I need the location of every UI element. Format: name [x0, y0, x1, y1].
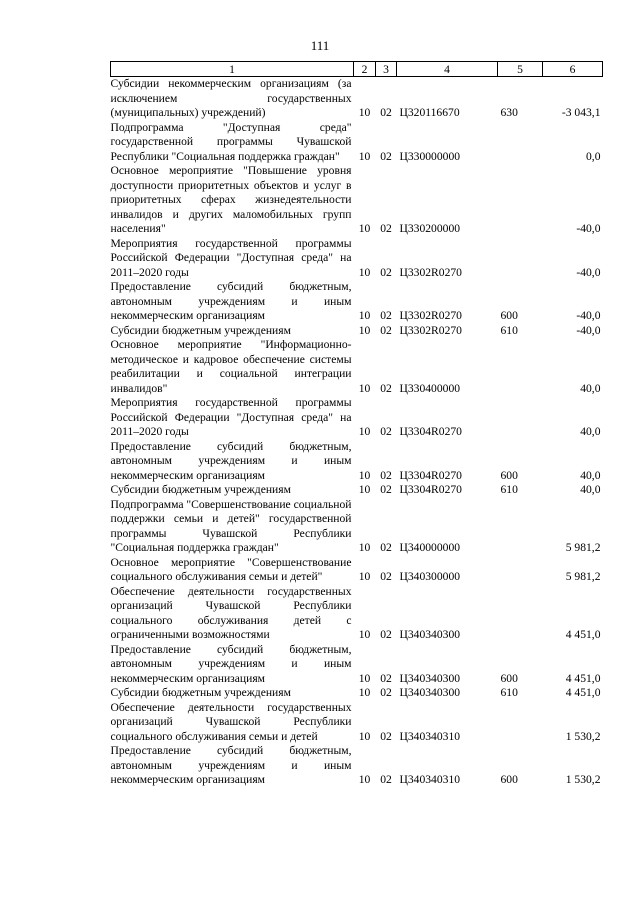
target-article-cell: Ц340340300 [399, 628, 461, 641]
amount-cell: -40,0 [576, 222, 601, 235]
subsection-code-cell: 02 [380, 309, 392, 322]
column-header: 2 [354, 62, 376, 77]
subsection-code-cell: 02 [380, 628, 392, 641]
amount-cell: 4 451,0 [565, 686, 601, 699]
table-row [111, 585, 603, 643]
row-name-cell: Основное мероприятие "Информационно-методическое и кадровое обеспечение системы реабилитации и социальной интеграции инвалидов" [110, 338, 352, 395]
row-name-cell: Предоставление субсидий бюджетным, автономным учреждениям и иным некоммерческим организациям [110, 439, 352, 482]
section-code-cell: 10 [358, 541, 371, 554]
page-number: 111 [310, 38, 330, 53]
amount-cell: 0,0 [586, 149, 601, 163]
section-code-cell: 10 [358, 425, 371, 438]
target-article-cell: Ц3302R0270 [399, 265, 462, 279]
section-code-cell: 10 [358, 468, 371, 482]
row-name-cell: Субсидии бюджетным учреждениям [110, 483, 291, 496]
table-row [111, 164, 603, 237]
subsection-code-cell: 02 [380, 425, 392, 438]
subsection-code-cell: 02 [380, 381, 392, 395]
amount-cell: -40,0 [576, 323, 601, 337]
row-name-cell: Подпрограмма "Доступная среда" государственной программы Чувашской Республики "Социальная поддержка граждан" [110, 120, 352, 163]
expense-type-cell [498, 164, 543, 237]
target-article-cell: Ц3304R0270 [399, 483, 462, 496]
table-row [111, 324, 603, 339]
amount-cell: 40,0 [580, 468, 601, 482]
subsection-code-cell: 02 [380, 729, 392, 743]
section-code-cell: 10 [358, 773, 371, 786]
column-header: 1 [111, 62, 354, 77]
section-code-cell: 10 [358, 149, 371, 163]
amount-cell: 40,0 [580, 381, 601, 395]
budget-table [110, 61, 603, 788]
expense-type-cell [498, 498, 543, 556]
target-article-cell: Ц330200000 [399, 222, 461, 235]
target-article-cell: Ц330400000 [399, 381, 461, 395]
row-name-cell: Мероприятия государственной программы Российской Федерации "Доступная среда" на 2011–2020 годы [110, 236, 352, 279]
section-code-cell: 10 [358, 628, 371, 641]
column-header: 3 [376, 62, 397, 77]
subsection-code-cell: 02 [380, 570, 392, 583]
section-code-cell: 10 [358, 483, 371, 496]
subsection-code-cell: 02 [380, 671, 392, 685]
expense-type-cell [498, 338, 543, 396]
amount-cell: 40,0 [580, 483, 601, 496]
target-article-cell: Ц330000000 [399, 149, 461, 163]
target-article-cell: Ц340340300 [399, 671, 461, 685]
target-article-cell: Ц3302R0270 [399, 309, 462, 322]
section-code-cell: 10 [358, 570, 371, 583]
target-article-cell: Ц320116670 [399, 106, 460, 119]
table-row [111, 701, 603, 745]
row-name-cell: Подпрограмма "Совершенствование социальной поддержки семьи и детей" государственной программы Чувашской Республики "Социальная поддержка граждан" [110, 497, 352, 554]
subsection-code-cell: 02 [380, 468, 392, 482]
row-name-cell: Субсидии некоммерческим организациям (за исключением государственных (муниципальных) учреждений) [110, 77, 352, 119]
table-row [111, 556, 603, 585]
row-name-cell: Предоставление субсидий бюджетным, автономным учреждениям и иным некоммерческим организациям [110, 744, 352, 786]
table-row [111, 77, 603, 121]
target-article-cell: Ц3304R0270 [399, 425, 462, 438]
expense-type-cell: 600 [500, 468, 518, 482]
subsection-code-cell: 02 [380, 686, 392, 699]
subsection-code-cell: 02 [380, 483, 392, 496]
row-name-cell: Субсидии бюджетным учреждениям [110, 686, 291, 699]
expense-type-cell [498, 237, 543, 281]
expense-type-cell [498, 121, 543, 165]
amount-cell: 4 451,0 [565, 628, 601, 641]
table-row [111, 338, 603, 396]
section-code-cell: 10 [358, 686, 371, 699]
amount-cell: 1 530,2 [565, 729, 601, 743]
expense-type-cell [498, 585, 543, 643]
section-code-cell: 10 [358, 265, 371, 279]
target-article-cell: Ц3302R0270 [399, 323, 462, 337]
section-code-cell: 10 [358, 381, 371, 395]
row-name-cell: Предоставление субсидий бюджетным, автономным учреждениям и иным некоммерческим организациям [110, 280, 352, 322]
column-header: 4 [397, 62, 498, 77]
table-row [111, 498, 603, 556]
target-article-cell: Ц3304R0270 [399, 468, 462, 482]
table-row [111, 483, 603, 498]
target-article-cell: Ц340340310 [399, 773, 461, 786]
subsection-code-cell: 02 [380, 106, 392, 119]
section-code-cell: 10 [358, 222, 371, 235]
column-header: 5 [498, 62, 543, 77]
row-name-cell: Основное мероприятие "Совершенствование социального обслуживания семьи и детей" [110, 555, 352, 583]
amount-cell: -40,0 [576, 265, 601, 279]
section-code-cell: 10 [358, 671, 371, 685]
expense-type-cell [498, 396, 543, 440]
amount-cell: 5 981,2 [565, 541, 601, 554]
expense-type-cell: 600 [500, 773, 518, 786]
row-name-cell: Мероприятия государственной программы Российской Федерации "Доступная среда" на 2011–2020 годы [110, 396, 352, 438]
section-code-cell: 10 [358, 106, 371, 119]
target-article-cell: Ц340000000 [399, 541, 461, 554]
table-row [111, 440, 603, 484]
expense-type-cell: 610 [500, 323, 518, 337]
expense-type-cell: 630 [500, 106, 518, 119]
table-row [111, 744, 603, 788]
table-row [111, 686, 603, 701]
subsection-code-cell: 02 [380, 323, 392, 337]
table-body [111, 77, 603, 788]
amount-cell: 4 451,0 [565, 671, 601, 685]
row-name-cell: Обеспечение деятельности государственных организаций Чувашской Республики социального обслуживания семьи и детей [110, 700, 352, 743]
table-row [111, 237, 603, 281]
table-row [111, 280, 603, 324]
section-code-cell: 10 [358, 323, 371, 337]
subsection-code-cell: 02 [380, 265, 392, 279]
table-header-row [111, 62, 603, 77]
amount-cell: -3 043,1 [561, 106, 601, 119]
subsection-code-cell: 02 [380, 222, 392, 235]
amount-cell: 5 981,2 [565, 570, 601, 583]
target-article-cell: Ц340300000 [399, 570, 461, 583]
expense-type-cell: 610 [500, 686, 518, 699]
expense-type-cell: 600 [500, 309, 518, 322]
section-code-cell: 10 [358, 309, 371, 322]
expense-type-cell [498, 556, 543, 585]
subsection-code-cell: 02 [380, 541, 392, 554]
table-row [111, 643, 603, 687]
subsection-code-cell: 02 [380, 149, 392, 163]
subsection-code-cell: 02 [380, 773, 392, 786]
row-name-cell: Основное мероприятие "Повышение уровня доступности приоритетных объектов и услуг в приоритетных сферах жизнедеятельности инвалидов и других маломобильных групп населения" [110, 164, 352, 235]
amount-cell: 40,0 [580, 425, 601, 438]
amount-cell: -40,0 [576, 309, 601, 322]
amount-cell: 1 530,2 [565, 773, 601, 786]
target-article-cell: Ц340340310 [399, 729, 461, 743]
row-name-cell: Обеспечение деятельности государственных организаций Чувашской Республики социального обслуживания детей с ограниченными возможностями [110, 584, 352, 641]
row-name-cell: Субсидии бюджетным учреждениям [110, 323, 291, 337]
table-row [111, 121, 603, 165]
target-article-cell: Ц340340300 [399, 686, 461, 699]
column-header: 6 [543, 62, 603, 77]
expense-type-cell [498, 701, 543, 745]
expense-type-cell: 610 [500, 483, 518, 496]
table-row [111, 396, 603, 440]
row-name-cell: Предоставление субсидий бюджетным, автономным учреждениям и иным некоммерческим организациям [110, 642, 352, 685]
section-code-cell: 10 [358, 729, 371, 743]
expense-type-cell: 600 [500, 671, 518, 685]
